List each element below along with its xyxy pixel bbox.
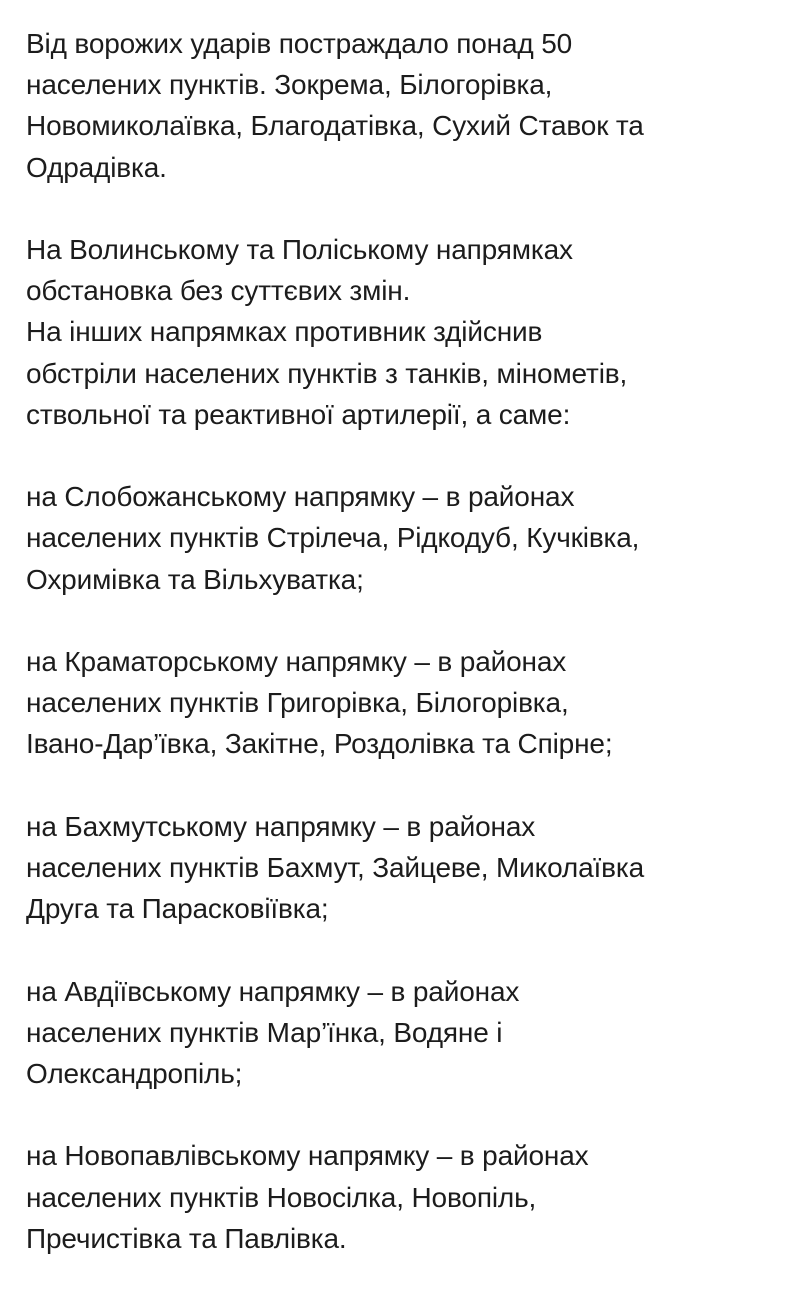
- paragraph-bakhmutsky: [26, 806, 776, 930]
- text-line: Від ворожих ударів постраждало понад 50: [26, 28, 573, 59]
- paragraph-kramatorsky: [26, 641, 776, 765]
- paragraph-volyn-polissia: [26, 229, 776, 311]
- text-line: Пречистівка та Павлівка.: [26, 1222, 347, 1254]
- text-line: Івано-Дар’ївка, Закітне, Роздолівка та Спірне;: [26, 728, 613, 760]
- text-line: Олександропіль;: [26, 1058, 243, 1089]
- text-line: населених пунктів Бахмут, Зайцеве, Миколаївка: [26, 852, 645, 883]
- text-line: населених пунктів Мар’їнка, Водяне і: [26, 1016, 503, 1048]
- paragraph-slobozhansky: [26, 476, 776, 600]
- text-line: на Бахмутському напрямку – в районах: [26, 810, 536, 842]
- text-line: на Авдіївському напрямку – в районах: [26, 975, 520, 1007]
- text-line: на Краматорському напрямку – в районах: [26, 646, 567, 677]
- paragraph-novopavlivsky: [26, 1135, 776, 1259]
- text-line: Охримівка та Вільхуватка;: [26, 563, 364, 595]
- text-line: обстановка без суттєвих змін.: [26, 275, 411, 307]
- paragraph-damage-summary: [26, 23, 776, 188]
- text-line: населених пунктів Стрілеча, Рідкодуб, Кучківка,: [26, 522, 640, 554]
- text-line: На Волинському та Поліському напрямках: [26, 234, 573, 265]
- text-line: обстріли населених пунктів з танків, мінометів,: [26, 357, 628, 389]
- text-line: Одрадівка.: [26, 151, 167, 183]
- text-line: на Слобожанському напрямку – в районах: [26, 481, 575, 513]
- message-text: [26, 23, 776, 1300]
- text-line: Друга та Парасковіївка;: [26, 893, 329, 925]
- text-line: населених пунктів. Зокрема, Білогорівка,: [26, 69, 553, 101]
- text-line: ствольної та реактивної артилерії, а саме:: [26, 398, 571, 430]
- text-line: Новомиколаївка, Благодатівка, Сухий Ставок та: [26, 110, 644, 142]
- paragraph-other-directions: [26, 311, 776, 435]
- text-line: на Новопавлівському напрямку – в районах: [26, 1140, 589, 1172]
- text-line: На інших напрямках противник здійснив: [26, 316, 543, 348]
- text-line: населених пунктів Григорівка, Білогорівка,: [26, 687, 569, 719]
- paragraph-avdiivsky: [26, 971, 776, 1095]
- text-line: населених пунктів Новосілка, Новопіль,: [26, 1181, 537, 1213]
